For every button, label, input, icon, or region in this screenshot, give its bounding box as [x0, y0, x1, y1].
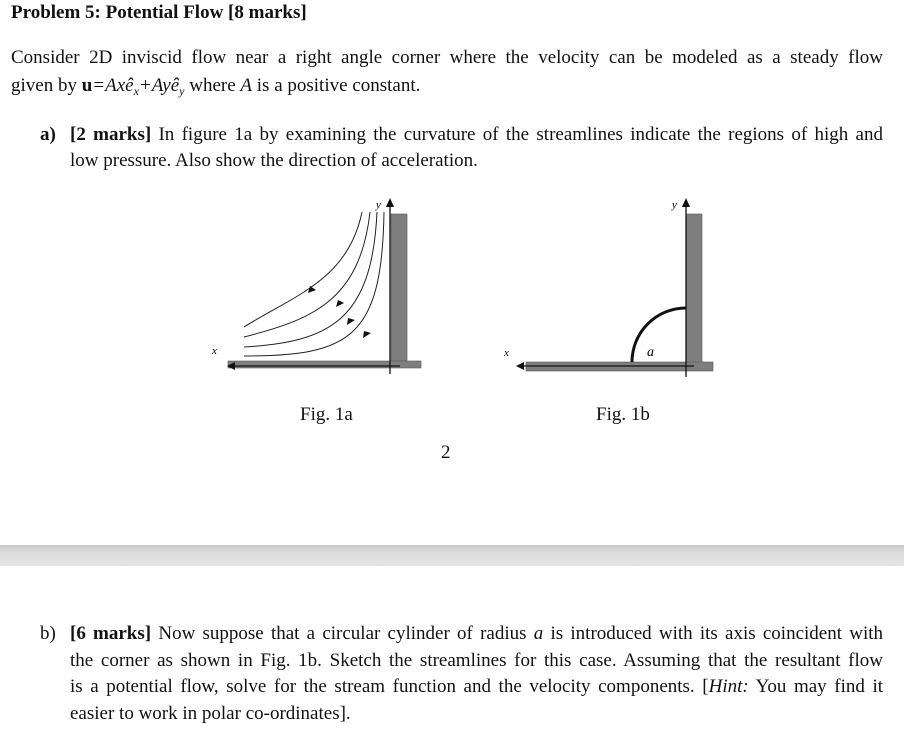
- part-b-line-1-pre: Now suppose that a circular cylinder of radius: [158, 623, 527, 644]
- part-b-text: [70, 621, 883, 728]
- eq-ay: +Ayê: [138, 75, 180, 96]
- part-a-label: a): [40, 124, 56, 145]
- part-a-line-1: [70, 122, 883, 148]
- figure-1a: [200, 190, 440, 385]
- intro-A: A: [240, 75, 253, 96]
- eq-sub-x: x: [133, 84, 139, 98]
- part-a-line-2: low pressure. Also show the direction of acceleration.: [70, 150, 478, 171]
- streamline-arrow-4: [363, 331, 371, 338]
- intro-line-1: Consider 2D inviscid flow near a right angle corner where the velocity can be modeled as a steady flow: [11, 47, 883, 68]
- part-a-line-1-text: In figure 1a by examining the curvature of the streamlines indicate the regions of high and: [158, 124, 883, 145]
- part-b-line-2: the corner as shown in Fig. 1b. Sketch the streamlines for this case. Assuming that the resultant flow: [70, 649, 883, 671]
- streamline-2: [244, 212, 370, 337]
- problem-intro: [11, 44, 883, 105]
- eq-sub-y: y: [179, 84, 185, 98]
- part-b-hint: Hint:: [708, 676, 749, 698]
- part-a-text: [70, 122, 883, 174]
- cylinder-radius-label: a: [647, 345, 654, 360]
- part-b-line-1-post: is introduced with its axis coincident with: [550, 623, 884, 644]
- y-axis-arrow: [682, 198, 690, 207]
- part-b-label: b): [40, 623, 56, 644]
- problem-title: Problem 5: Potential Flow [8 marks]: [11, 2, 307, 23]
- wall-vertical: [391, 214, 407, 365]
- y-axis-arrow: [386, 198, 394, 207]
- part-b-line-3: [70, 674, 883, 701]
- eq-ax: =Axê: [92, 75, 134, 96]
- y-axis-label: y: [376, 199, 381, 211]
- wall-vertical: [686, 214, 702, 367]
- x-axis-label: x: [212, 345, 217, 357]
- part-a-marks: [2 marks]: [70, 124, 152, 145]
- part-b-line-3-post: You may find it: [755, 676, 883, 698]
- page-break: [0, 545, 904, 566]
- streamline-arrow-2: [336, 300, 344, 307]
- intro-where: where: [189, 75, 236, 96]
- part-b-line-3-pre: is a potential flow, solve for the stream function and the velocity components. [: [70, 676, 709, 698]
- streamline-arrow-3: [347, 318, 355, 325]
- part-b-marks: [6 marks]: [70, 623, 152, 644]
- x-axis-arrow: [516, 362, 524, 370]
- part-b-line-4: easier to work in polar co-ordinates].: [70, 703, 351, 725]
- velocity-equation: [82, 75, 185, 96]
- page-number: 2: [441, 442, 451, 463]
- wall-horizontal: [228, 361, 421, 368]
- y-axis-label: y: [672, 199, 677, 211]
- cylinder-quarter-circle: [632, 308, 686, 362]
- figure-1b: [500, 190, 730, 385]
- intro-line-2: [11, 72, 883, 105]
- part-a: [40, 122, 883, 174]
- streamline-1: [244, 212, 362, 327]
- x-axis-label: x: [504, 347, 509, 359]
- part-b-line-1: [70, 621, 883, 648]
- figure-1a-caption: Fig. 1a: [300, 404, 353, 425]
- intro-given-by: given by: [11, 75, 77, 96]
- part-b: [40, 621, 883, 728]
- eq-u: u: [81, 75, 93, 96]
- figure-1b-caption: Fig. 1b: [596, 404, 650, 425]
- part-b-radius-symbol: a: [533, 623, 544, 644]
- intro-tail: is a positive constant.: [256, 75, 421, 96]
